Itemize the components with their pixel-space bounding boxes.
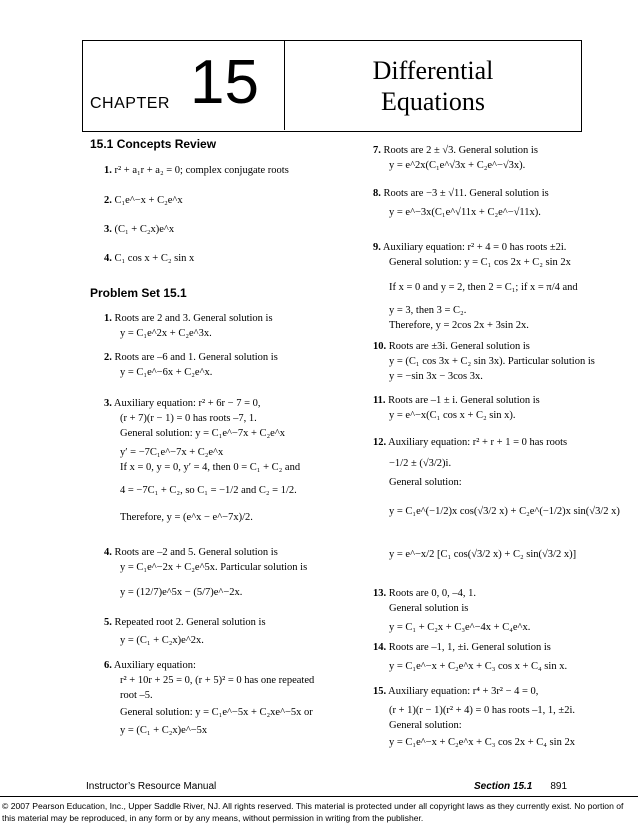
chapter-title-line2: Equations [381,87,485,116]
chapter-title-line1: Differential [372,56,494,85]
problem-line: y = e^−3x(C₁e^√11x + C₂e^−√11x). [389,207,541,218]
problem-13 [373,586,530,635]
concept-4 [104,251,194,266]
problem-line: Roots are –1, 1, ±i. General solution is [388,642,551,653]
problem-line: y = (C₁ + C₂x)e^2x. [120,635,204,646]
problem-number: 8. [373,188,381,199]
problem-line: Roots are –6 and 1. General solution is [114,352,278,363]
problem-line: y = e^−x(C₁ cos x + C₂ sin x). [389,410,516,421]
problem-line: Auxiliary equation: r⁴ + 3r² − 4 = 0, [388,686,539,697]
problem-line: y = C₁ + C₂x + C₃e^−4x + C₄e^x. [389,622,531,633]
problem-number: 4. [104,547,112,558]
problem-line: y = e^2x(C₁e^√3x + C₂e^−√3x). [389,160,526,171]
problem-line: General solution: y = C₁e^−7x + C₂e^x [120,428,286,439]
problem-14 [373,640,567,674]
footer-section-page [474,781,567,792]
problem-line: 4 = −7C₁ + C₂, so C₁ = −1/2 and C₂ = 1/2. [120,485,297,496]
problem-line: Repeated root 2. General solution is [114,617,266,628]
problem-line: y = C₁e^(−1/2)x cos(√3/2 x) + C₂e^(−1/2)x sin(√3/2 x) [389,506,620,517]
concept-text: (C₁ + C₂x)e^x [114,224,175,235]
problem-number: 9. [373,242,381,253]
problem-line: General solution: y = C₁ cos 2x + C₂ sin 2x [389,257,571,268]
problem-line: (r + 1)(r − 1)(r² + 4) = 0 has roots –1, 1, ±2i. [389,705,575,716]
problem-3 [104,396,300,525]
problem-10 [373,339,595,384]
concept-text: C₁e^−x + C₂e^x [114,195,183,206]
problem-line: Roots are 2 and 3. General solution is [114,313,273,324]
problem-line: Therefore, y = (e^x − e^−7x)/2. [120,512,253,523]
problem-set-heading: Problem Set 15.1 [90,286,187,300]
chapter-title [286,55,580,117]
problem-line: root –5. [120,690,153,701]
problem-line: Auxiliary equation: r² + 4 = 0 has roots ±2i. [382,242,567,253]
problem-number: 1. [104,313,112,324]
problem-line: General solution: y = C₁e^−5x + C₂xe^−5x or [120,707,313,718]
problem-line: −1/2 ± (√3/2)i. [389,458,452,469]
problem-line: Roots are 2 ± √3. General solution is [383,145,538,156]
problem-line: y = 3, then 3 = C₂. [389,305,467,316]
problem-number: 3. [104,398,112,409]
problem-line: y = C₁e^2x + C₂e^3x. [120,328,212,339]
problem-8 [373,186,549,220]
problem-line: Auxiliary equation: [113,660,196,671]
problem-6 [104,658,314,738]
problem-line: Roots are –1 ± i. General solution is [388,395,540,406]
footer-rule [0,796,638,797]
problem-number: 6. [104,660,112,671]
footer-manual-title: Instructor’s Resource Manual [86,781,217,792]
chapter-label: CHAPTER [90,95,170,112]
problem-line: y = C₁e^−2x + C₂e^5x. Particular solution is [120,562,308,573]
problem-5 [104,615,266,648]
problem-line: y = −sin 3x − 3cos 3x. [389,371,483,382]
problem-line: Roots are –2 and 5. General solution is [114,547,278,558]
problem-number: 11. [373,395,386,406]
problem-7 [373,143,538,173]
problem-12 [373,435,620,562]
problem-4 [104,545,307,600]
problem-line: Auxiliary equation: r² + r + 1 = 0 has roots [388,437,568,448]
problem-number: 5. [104,617,112,628]
concept-text: C₁ cos x + C₂ sin x [114,253,195,264]
problem-line: y = C₁e^−x + C₂e^x + C₃ cos 2x + C₄ sin 2x [389,737,575,748]
problem-number: 10. [373,341,387,352]
problem-number: 2. [104,352,112,363]
problem-line: General solution: [389,477,462,488]
problem-line: Roots are 0, 0, –4, 1. [388,588,476,599]
problem-line: y = C₁e^−6x + C₂e^x. [120,367,213,378]
problem-line: If x = 0, y = 0, y′ = 4, then 0 = C₁ + C₂ and [120,462,301,473]
problem-line: y = (12/7)e^5x − (5/7)e^−2x. [120,587,243,598]
problem-line: y = e^−x/2 [C₁ cos(√3/2 x) + C₂ sin(√3/2 x)] [389,549,577,560]
problem-number: 7. [373,145,381,156]
problem-line: y = (C₁ cos 3x + C₂ sin 3x). Particular solution is [389,356,595,367]
problem-line: Therefore, y = 2cos 2x + 3sin 2x. [389,320,529,331]
concept-number: 4. [104,253,112,264]
concept-number: 2. [104,195,112,206]
problem-line: Roots are ±3i. General solution is [388,341,530,352]
concept-3 [104,222,174,237]
footer-section: Section 15.1 [474,781,533,792]
problem-2 [104,350,278,380]
chapter-number: 15 [190,48,259,117]
problem-15 [373,684,575,750]
problem-line: y′ = −7C₁e^−7x + C₂e^x [120,447,224,458]
concepts-heading: 15.1 Concepts Review [90,137,217,151]
problem-number: 13. [373,588,387,599]
problem-line: If x = 0 and y = 2, then 2 = C₁; if x = π/4 and [389,282,578,293]
header-divider [284,40,285,130]
problem-line: Roots are −3 ± √11. General solution is [383,188,549,199]
concept-number: 3. [104,224,112,235]
problem-line: r² + 10r + 25 = 0, (r + 5)² = 0 has one repeated [120,675,315,686]
problem-line: General solution is [389,603,469,614]
concept-1 [104,163,289,178]
problem-number: 14. [373,642,387,653]
problem-9 [373,240,578,333]
problem-line: y = C₁e^−x + C₂e^x + C₃ cos x + C₄ sin x. [389,661,568,672]
problem-11 [373,393,540,423]
concept-text: r² + a₁r + a₂ = 0; complex conjugate roots [114,165,289,176]
problem-1 [104,311,273,341]
problem-line: General solution: [389,720,462,731]
problem-line: (r + 7)(r − 1) = 0 has roots –7, 1. [120,413,257,424]
concept-2 [104,193,183,208]
problem-number: 15. [373,686,387,697]
problem-line: y = (C₁ + C₂x)e^−5x [120,725,208,736]
concept-number: 1. [104,165,112,176]
problem-number: 12. [373,437,387,448]
copyright-notice: © 2007 Pearson Education, Inc., Upper Saddle River, NJ. All rights reserved. This material is protected under all copyright laws as they currently exist. No portion of this material may be reproduced, in any form or by any means, without permission in writing from the publisher. [2,801,624,823]
problem-line: Auxiliary equation: r² + 6r − 7 = 0, [113,398,261,409]
footer-page-number: 891 [550,781,568,792]
